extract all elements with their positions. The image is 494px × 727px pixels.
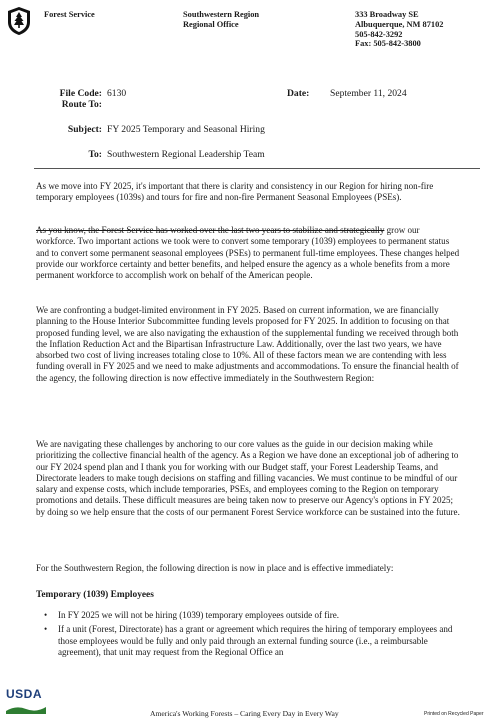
paragraph-text <box>36 225 460 281</box>
region-name: Southwestern Region <box>183 10 260 19</box>
section-heading: Temporary (1039) Employees <box>36 590 154 600</box>
paragraph-workforce <box>36 225 460 281</box>
header-divider <box>34 168 480 169</box>
bullet-list <box>36 610 460 658</box>
subject-label: Subject: <box>67 124 102 135</box>
address-line: 505-842-3292 <box>355 29 403 39</box>
paragraph-intro <box>36 181 460 204</box>
subject-value: FY 2025 Temporary and Seasonal Hiring <box>107 124 265 135</box>
address-line: Albuquerque, NM 87102 <box>355 19 444 29</box>
usda-wordmark: USDA <box>6 687 43 701</box>
paragraph-values <box>36 439 460 518</box>
paragraph-text: For the Southwestern Region, the following direction is now in place and is effective immediately: <box>36 563 394 573</box>
to-value: Southwestern Regional Leadership Team <box>107 149 265 160</box>
paragraph-budget <box>36 305 460 384</box>
route-to-label: Route To: <box>61 99 102 110</box>
address-line: 333 Broadway SE <box>355 10 419 19</box>
agency-name: Forest Service <box>44 10 95 19</box>
list-item: • If a unit (Forest, Directorate) has a grant or agreement which requires the hiring of temporary employees and those employees would be fully and only paid through an external funding source (i.e., a reimbursable agreement), that unit may request from the Regional Office an <box>36 624 460 658</box>
forest-service-shield-logo <box>6 6 32 36</box>
file-code-label: File Code: <box>59 88 102 99</box>
date-label: Date: <box>287 88 310 99</box>
footer-tagline: America's Working Forests – Caring Every Day in Every Way <box>150 709 339 718</box>
struck-text: As you know, the Forest Service has worked over the last two years to stabilize and strategically <box>36 225 385 235</box>
recycled-paper-note: Printed on Recycled Paper <box>424 711 484 717</box>
date-value: September 11, 2024 <box>330 88 407 99</box>
paragraph-text-continued: grow our workforce. Two important actions we took were to convert some temporary (1039) employees to permanent status and to convert some permanent seasonal employees (PSEs) to permanent full-time employees. These changes helped provide our workforce certainty and better benefits, and helped ensure the agency as a whole benefits from a more permanent workforce to accomplish work on behalf of the American people. <box>36 225 460 281</box>
file-code-value: 6130 <box>107 88 127 99</box>
paragraph-text: We are confronting a budget-limited environment in FY 2025. Based on current information, we are financially planning to the House Interior Subcommittee funding levels proposed for FY 2025. In addition to focusing on that proposed funding level, we are also navigating the exhaustion of the supplemental funding we received through both the Inflation Reduction Act and the Bipartisan Infrastructure Law. Additionally, over the last two years, we have absorbed two cost of living increases totaling close to 10%. All of these factors mean we are contending with less funding overall in FY 2025 and we need to make adjustments and accommodations. To ensure the financial health of the agency, the following direction is now effective immediately in the Southwestern Region: <box>36 305 459 383</box>
office-name: Regional Office <box>183 20 239 29</box>
paragraph-text: As we move into FY 2025, it's important that there is clarity and consistency in our Region for hiring non-fire temporary employees (1039s) and tours for fire and non-fire Permanent Seasonal Employees (PSEs). <box>36 181 434 203</box>
paragraph-direction <box>36 563 460 574</box>
usda-hills-icon <box>6 704 46 714</box>
list-item: • In FY 2025 we will not be hiring (1039) temporary employees outside of fire. <box>36 610 460 621</box>
paragraph-text: We are navigating these challenges by anchoring to our core values as the guide in our decision making while prioritizing the collective financial health of the agency. As a Region we have done an exceptional job of adhering to our FY 2024 spend plan and I thank you for working with our Budget staff, your Forest Leadership Teams, and Directorate leaders to make tough decisions on staffing and filling vacancies. We must continue to be mindful of our salary and expense costs, which include temporaries, PSEs, and employees coming to the Region on temporary promotions and details. These difficult measures are being taken now to preserve our Agency's options in FY 2025; by doing so we help ensure that the costs of our permanent Forest Service workforce can be sustained into the future. <box>36 439 460 517</box>
usda-logo <box>6 688 46 714</box>
to-label: To: <box>88 149 102 160</box>
address-line: Fax: 505-842-3800 <box>355 39 421 49</box>
office-address <box>355 10 444 49</box>
